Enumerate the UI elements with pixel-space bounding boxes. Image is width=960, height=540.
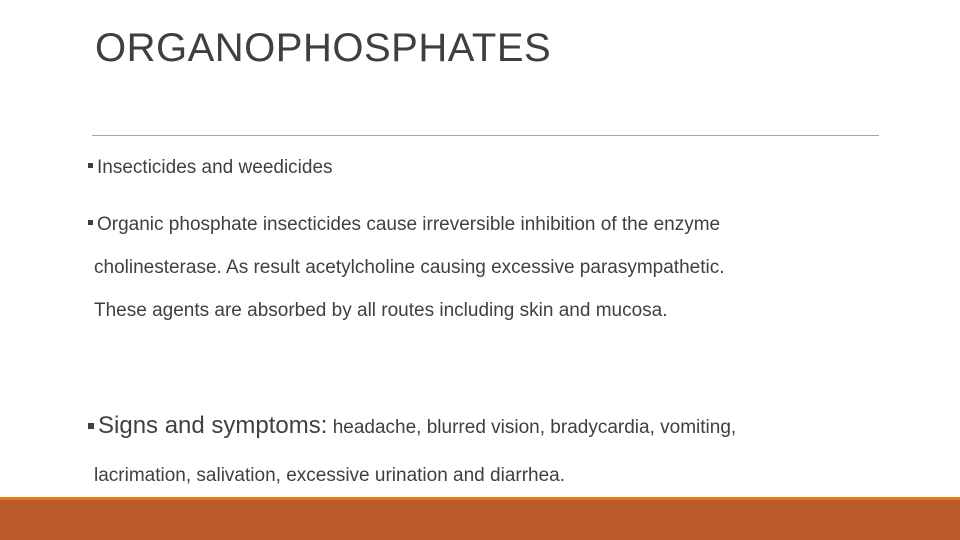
square-bullet-icon [88, 423, 94, 429]
bullet-continuation: cholinesterase. As result acetylcholine causing excessive parasympathetic. [94, 257, 725, 278]
title-divider [92, 135, 879, 136]
bullet-item-2 [88, 213, 720, 237]
slide-title: ORGANOPHOSPHATES [95, 26, 552, 70]
bullet-text: headache, blurred vision, bradycardia, vomiting, [327, 417, 737, 438]
square-bullet-icon [88, 163, 93, 168]
bullet-text: Organic phosphate insecticides cause irreversible inhibition of the enzyme [97, 214, 721, 235]
bullet-continuation: lacrimation, salivation, excessive urination and diarrhea. [94, 465, 566, 486]
footer-bar [0, 500, 960, 540]
square-bullet-icon [88, 220, 93, 225]
bullet-continuation: These agents are absorbed by all routes including skin and mucosa. [94, 300, 668, 321]
bullet-lead-text: Signs and symptoms: [98, 412, 328, 439]
bullet-item-1 [88, 156, 333, 180]
bullet-text: Insecticides and weedicides [97, 157, 333, 178]
bullet-item-3 [88, 414, 736, 440]
